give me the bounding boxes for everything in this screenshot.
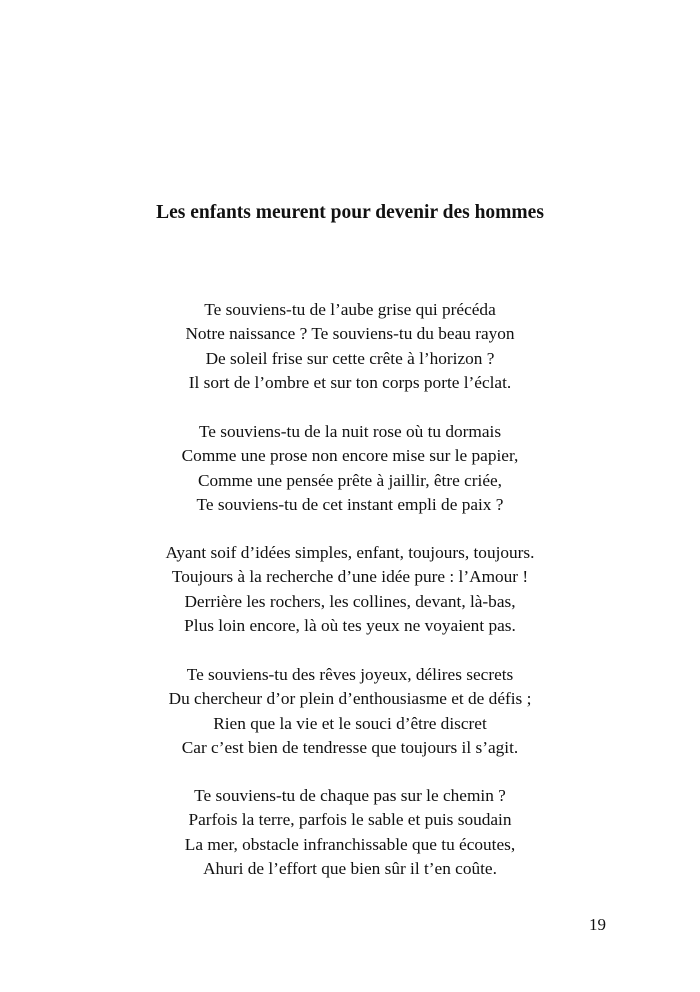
verse-line: Toujours à la recherche d’une idée pure : l’Amour !	[171, 567, 529, 587]
stanza-2	[0, 420, 700, 517]
verse-line: Te souviens-tu de l’aube grise qui précéda	[204, 300, 496, 319]
verse-line: Ayant soif d’idées simples, enfant, toujours, toujours.	[165, 543, 535, 562]
stanza-4	[0, 663, 700, 760]
verse-line: Comme une pensée prête à jaillir, être criée,	[198, 470, 502, 490]
verse-line: De soleil frise sur cette crête à l’horizon ?	[205, 348, 495, 368]
verse-line: Te souviens-tu de chaque pas sur le chemin ?	[194, 786, 506, 805]
stanza-3	[0, 541, 700, 638]
verse-line: Il sort de l’ombre et sur ton corps porte l’éclat.	[188, 372, 512, 392]
stanza-5	[0, 784, 700, 881]
verse-line: Comme une prose non encore mise sur le papier,	[181, 446, 519, 466]
verse-line: Car c’est bien de tendresse que toujours il s’agit.	[181, 737, 519, 757]
verse-line: Ahuri de l’effort que bien sûr il t’en coûte.	[203, 858, 497, 878]
verse-line: Parfois la terre, parfois le sable et puis soudain	[188, 810, 512, 830]
verse-line: Notre naissance ? Te souviens-tu du beau rayon	[185, 324, 515, 344]
verse-line: La mer, obstacle infranchissable que tu écoutes,	[184, 834, 516, 854]
stanza-1	[0, 298, 700, 395]
page-number: 19	[589, 915, 606, 934]
verse-line: Te souviens-tu des rêves joyeux, délires secrets	[186, 665, 514, 684]
verse-line: Derrière les rochers, les collines, devant, là-bas,	[184, 591, 516, 611]
verse-line: Te souviens-tu de la nuit rose où tu dormais	[198, 422, 502, 441]
poem-title: Les enfants meurent pour devenir des hommes	[156, 202, 544, 223]
verse-line: Te souviens-tu de cet instant empli de paix ?	[196, 494, 504, 514]
verse-line: Plus loin encore, là où tes yeux ne voyaient pas.	[184, 615, 516, 635]
verse-line: Rien que la vie et le souci d’être discret	[213, 713, 487, 733]
verse-line: Du chercheur d’or plein d’enthousiasme et de défis ;	[168, 689, 532, 709]
